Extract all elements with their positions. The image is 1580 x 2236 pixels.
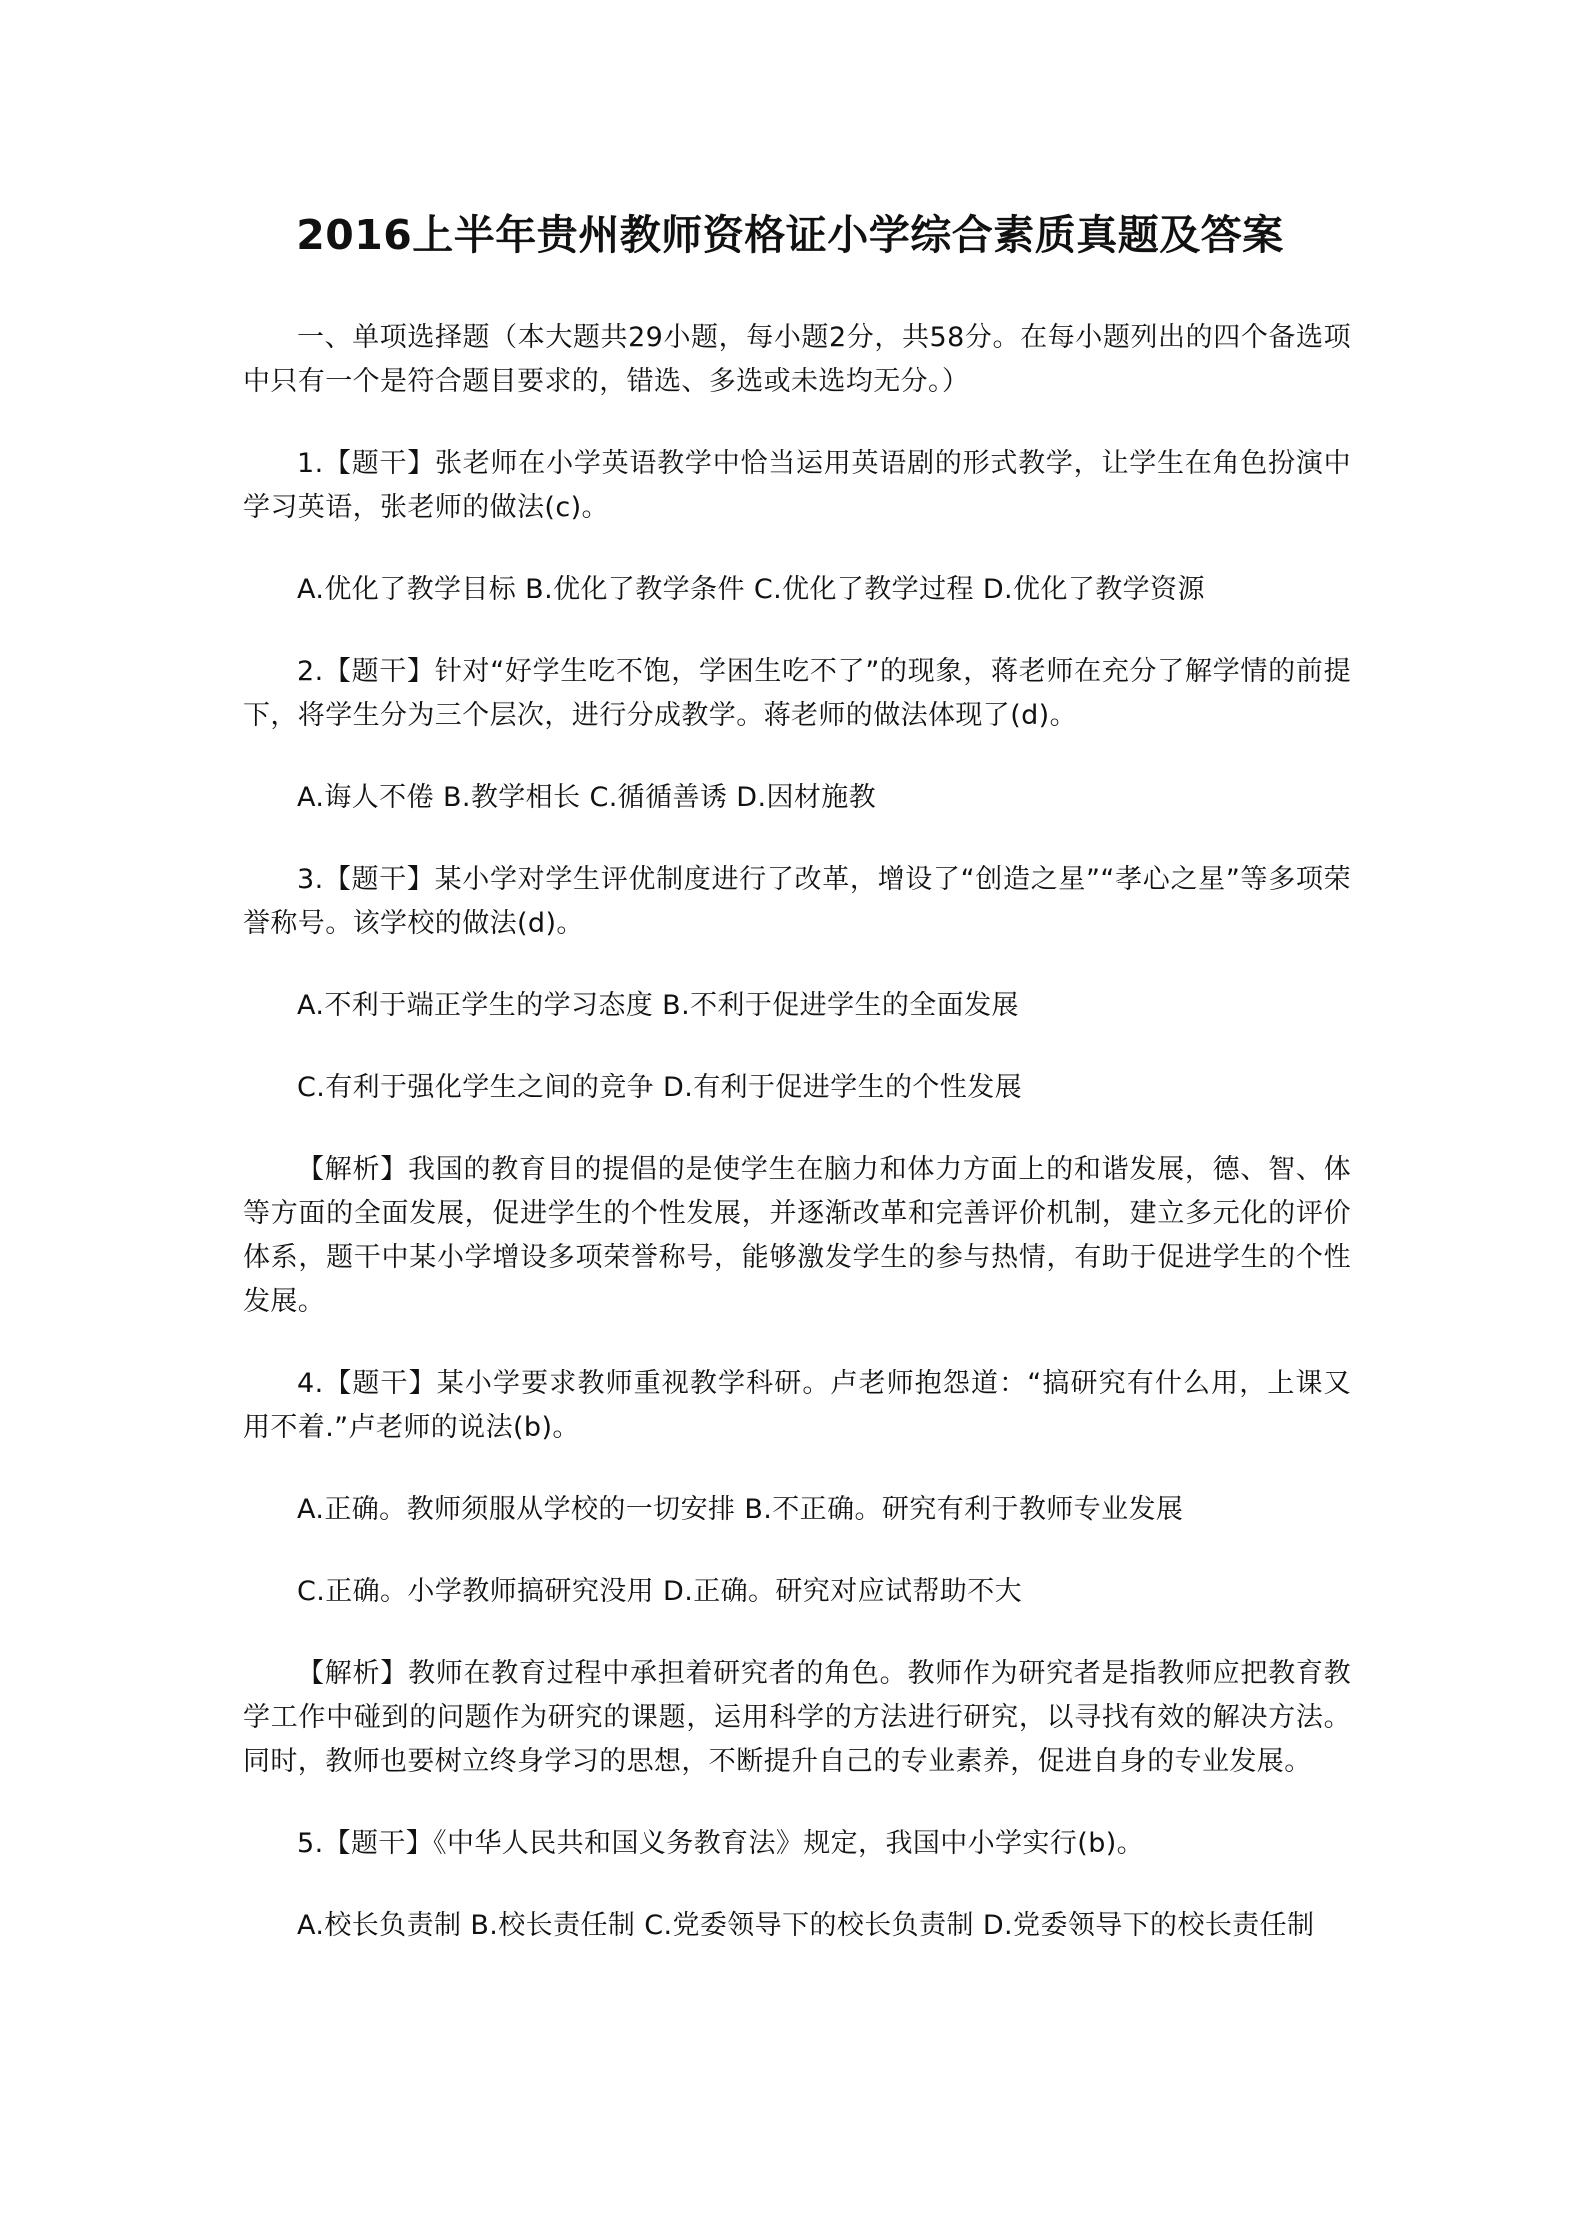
question-1-stem: 1.【题干】张老师在小学英语教学中恰当运用英语剧的形式教学，让学生在角色扮演中学习英语，张老师的做法(c)。 [243,448,1351,523]
question-5-options: A.校长负责制 B.校长责任制 C.党委领导下的校长负责制 D.党委领导下的校长责任制 [297,1910,1315,1941]
question-4-analysis: 【解析】教师在教育过程中承担着研究者的角色。教师作为研究者是指教师应把教育教学工作中碰到的问题作为研究的课题，运用科学的方法进行研究，以寻找有效的解决方法。同时，教师也要树立终身学习的思想，不断提升自己的专业素养，促进自身的专业发展。 [243,1658,1351,1777]
question-2-stem: 2.【题干】针对“好学生吃不饱，学困生吃不了”的现象，蒋老师在充分了解学情的前提下，将学生分为三个层次，进行分成教学。蒋老师的做法体现了(d)。 [243,656,1352,731]
question-3-analysis: 【解析】我国的教育目的提倡的是使学生在脑力和体力方面上的和谐发展，德、智、体等方面的全面发展，促进学生的个性发展，并逐渐改革和完善评价机制，建立多元化的评价体系，题干中某小学增设多项荣誉称号，能够激发学生的参与热情，有助于促进学生的个性发展。 [243,1154,1351,1317]
question-5-stem: 5.【题干】《中华人民共和国义务教育法》规定，我国中小学实行(b)。 [297,1828,1145,1859]
document-title: 2016上半年贵州教师资格证小学综合素质真题及答案 [296,211,1284,259]
question-3-stem: 3.【题干】某小学对学生评优制度进行了改革，增设了“创造之星”“孝心之星”等多项荣誉称号。该学校的做法(d)。 [243,864,1351,939]
question-4-stem: 4.【题干】某小学要求教师重视教学科研。卢老师抱怨道：“搞研究有什么用，上课又用不着.”卢老师的说法(b)。 [243,1368,1351,1443]
question-4-options-ab: A.正确。教师须服从学校的一切安排 B.不正确。研究有利于教师专业发展 [297,1494,1184,1525]
question-3-options-cd: C.有利于强化学生之间的竞争 D.有利于促进学生的个性发展 [297,1072,1022,1103]
question-4-options-cd: C.正确。小学教师搞研究没用 D.正确。研究对应试帮助不大 [297,1576,1022,1607]
question-3-options-ab: A.不利于端正学生的学习态度 B.不利于促进学生的全面发展 [297,990,1019,1021]
question-1-options: A.优化了教学目标 B.优化了教学条件 C.优化了教学过程 D.优化了教学资源 [297,574,1205,605]
document-body [243,316,1351,1948]
section-heading: 一、单项选择题（本大题共29小题，每小题2分，共58分。在每小题列出的四个备选项中只有一个是符合题目要求的，错选、多选或未选均无分。） [243,322,1351,397]
question-2-options: A.诲人不倦 B.教学相长 C.循循善诱 D.因材施教 [297,782,877,813]
